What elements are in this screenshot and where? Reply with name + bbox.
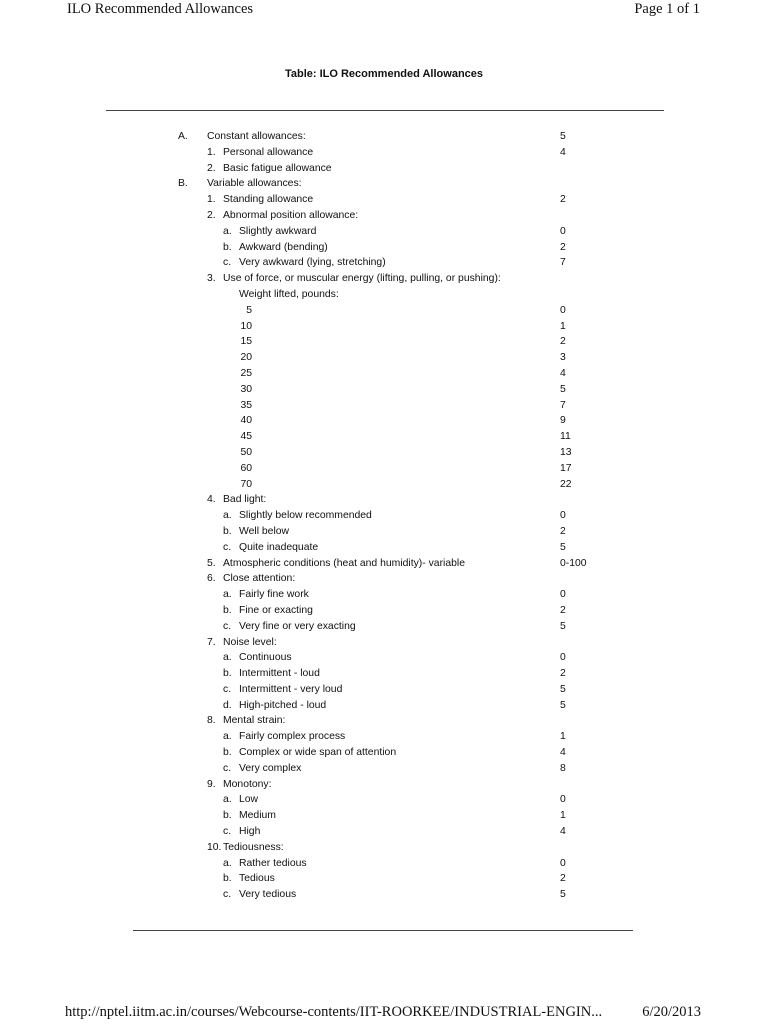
row-value: 13 [560,446,572,458]
table-row [0,745,768,761]
row-label: Standing allowance [223,194,314,206]
table-row [0,366,768,382]
row-marker: b. [223,525,232,537]
row-value: 5 [560,620,566,632]
footer-url: http://nptel.iitm.ac.in/courses/Webcourse-contents/IIT-ROORKEE/INDUSTRIAL-ENGIN... [65,1004,603,1020]
table-row [0,808,768,824]
row-value: 1 [560,320,566,332]
row-value: 0 [560,857,566,869]
allowances-table [0,129,768,903]
table-row [0,777,768,793]
row-label: Atmospheric conditions (heat and humidity)- variable [223,557,465,569]
row-label: Very complex [239,762,302,774]
row-value: 2 [560,525,566,537]
row-label: 50 [240,446,252,458]
row-value: 7 [560,399,566,411]
page-number: Page 1 of 1 [634,1,700,17]
row-value: 4 [560,367,566,379]
row-value: 0 [560,304,566,316]
table-row [0,713,768,729]
table-row [0,240,768,256]
row-label: 5 [246,304,252,316]
row-value: 4 [560,826,566,838]
table-row [0,287,768,303]
row-marker: 4. [207,494,216,506]
row-value: 0 [560,510,566,522]
table-row [0,208,768,224]
row-value: 2 [560,336,566,348]
row-marker: 8. [207,715,216,727]
table-row [0,666,768,682]
row-label: Fine or exacting [239,604,313,616]
row-label: High-pitched - loud [239,699,327,711]
table-row [0,334,768,350]
row-marker: c. [223,762,232,774]
row-value: 2 [560,241,566,253]
table-row [0,350,768,366]
row-value: 8 [560,762,566,774]
row-label: Use of force, or muscular energy (lifting, pulling, or pushing): [223,273,501,285]
row-marker: c. [223,257,232,269]
row-label: Personal allowance [223,146,314,158]
row-marker: b. [223,668,232,680]
table-row [0,824,768,840]
table-row [0,271,768,287]
table-row [0,792,768,808]
row-marker: 6. [207,573,216,585]
top-divider [106,110,664,111]
row-value: 1 [560,810,566,822]
table-row [0,192,768,208]
row-label: 30 [240,383,252,395]
row-label: Abnormal position allowance: [223,209,359,221]
table-row [0,682,768,698]
row-value: 5 [560,131,566,142]
bottom-divider [133,930,633,931]
row-label: Monotony: [223,778,272,790]
row-marker: b. [223,873,232,885]
row-label: Bad light: [223,494,267,506]
row-label: Quite inadequate [239,541,319,553]
row-marker: A. [178,131,188,142]
row-label: 70 [240,478,252,490]
row-value: 5 [560,541,566,553]
row-marker: a. [223,731,232,743]
row-label: Rather tedious [239,857,307,869]
table-row [0,461,768,477]
table-row [0,161,768,177]
row-marker: a. [223,794,232,806]
row-marker: 7. [207,636,216,648]
table-row [0,319,768,335]
row-value: 0 [560,225,566,237]
row-marker: 5. [207,557,216,569]
table-row [0,650,768,666]
row-value: 5 [560,383,566,395]
row-label: Fairly fine work [239,589,309,601]
row-value: 0-100 [560,557,587,569]
row-value: 4 [560,747,566,759]
row-value: 22 [560,478,572,490]
row-marker: b. [223,747,232,759]
row-label: Very awkward (lying, stretching) [239,257,386,269]
table-row [0,729,768,745]
table-row [0,413,768,429]
row-label: Tediousness: [223,841,284,853]
row-value: 5 [560,699,566,711]
row-value: 1 [560,731,566,743]
row-label: Variable allowances: [207,178,302,190]
table-row [0,603,768,619]
row-label: Close attention: [223,573,296,585]
row-label: Intermittent - very loud [239,683,343,695]
row-marker: 2. [207,209,216,221]
row-marker: c. [223,889,232,901]
row-label: Noise level: [223,636,277,648]
table-row [0,176,768,192]
row-marker: a. [223,589,232,601]
row-label: Continuous [239,652,292,664]
row-label: Intermittent - loud [239,668,320,680]
row-marker: c. [223,683,232,695]
row-label: Medium [239,810,276,822]
row-value: 0 [560,589,566,601]
row-label: Mental strain: [223,715,286,727]
row-label: Weight lifted, pounds: [239,288,339,300]
row-value: 17 [560,462,572,474]
table-row [0,492,768,508]
row-label: 45 [240,431,252,443]
row-label: Basic fatigue allowance [223,162,332,174]
row-label: 25 [240,367,252,379]
row-label: 60 [240,462,252,474]
row-value: 7 [560,257,566,269]
header-title: ILO Recommended Allowances [67,1,254,17]
table-row [0,508,768,524]
row-label: Slightly below recommended [239,510,372,522]
row-label: Well below [239,525,290,537]
row-label: 15 [240,336,252,348]
row-label: Fairly complex process [239,731,346,743]
table-row [0,698,768,714]
row-marker: a. [223,857,232,869]
row-label: Tedious [239,873,275,885]
row-value: 0 [560,652,566,664]
row-label: Very tedious [239,889,297,901]
row-value: 2 [560,194,566,206]
row-value: 9 [560,415,566,427]
row-value: 0 [560,794,566,806]
table-row [0,556,768,572]
table-row [0,871,768,887]
row-label: 10 [240,320,252,332]
table-row [0,382,768,398]
row-marker: c. [223,541,232,553]
table-row [0,524,768,540]
table-row [0,398,768,414]
table-row [0,445,768,461]
row-marker: b. [223,604,232,616]
table-row [0,224,768,240]
row-marker: c. [223,620,232,632]
row-marker: a. [223,652,232,664]
row-label: Constant allowances: [207,131,306,142]
table-row [0,540,768,556]
footer-date: 6/20/2013 [642,1004,701,1020]
row-label: Awkward (bending) [239,241,328,253]
row-marker: b. [223,810,232,822]
row-marker: 1. [207,146,216,158]
row-label: 20 [240,352,252,364]
row-value: 2 [560,668,566,680]
table-row [0,429,768,445]
table-row [0,571,768,587]
table-row [0,587,768,603]
row-marker: c. [223,826,232,838]
row-value: 11 [560,431,571,443]
table-row [0,619,768,635]
row-label: Low [239,794,259,806]
row-label: Slightly awkward [239,225,317,237]
row-label: 35 [240,399,252,411]
table-row [0,887,768,903]
row-label: High [239,826,261,838]
table-row [0,840,768,856]
table-row [0,129,768,145]
row-marker: 10. [207,841,222,853]
row-label: Complex or wide span of attention [239,747,397,759]
row-marker: a. [223,510,232,522]
row-value: 3 [560,352,566,364]
row-label: 40 [240,415,252,427]
table-row [0,255,768,271]
row-marker: B. [178,178,188,190]
table-row [0,856,768,872]
row-marker: b. [223,241,232,253]
table-title: Table: ILO Recommended Allowances [284,68,484,80]
table-row [0,145,768,161]
row-marker: 9. [207,778,216,790]
row-value: 2 [560,873,566,885]
row-value: 4 [560,146,566,158]
row-marker: 1. [207,194,216,206]
row-value: 2 [560,604,566,616]
row-label: Very fine or very exacting [239,620,356,632]
table-row [0,761,768,777]
table-row [0,303,768,319]
row-marker: 3. [207,273,216,285]
row-marker: a. [223,225,232,237]
table-row [0,477,768,493]
table-row [0,635,768,651]
row-value: 5 [560,889,566,901]
row-marker: d. [223,699,232,711]
row-marker: 2. [207,162,216,174]
row-value: 5 [560,683,566,695]
